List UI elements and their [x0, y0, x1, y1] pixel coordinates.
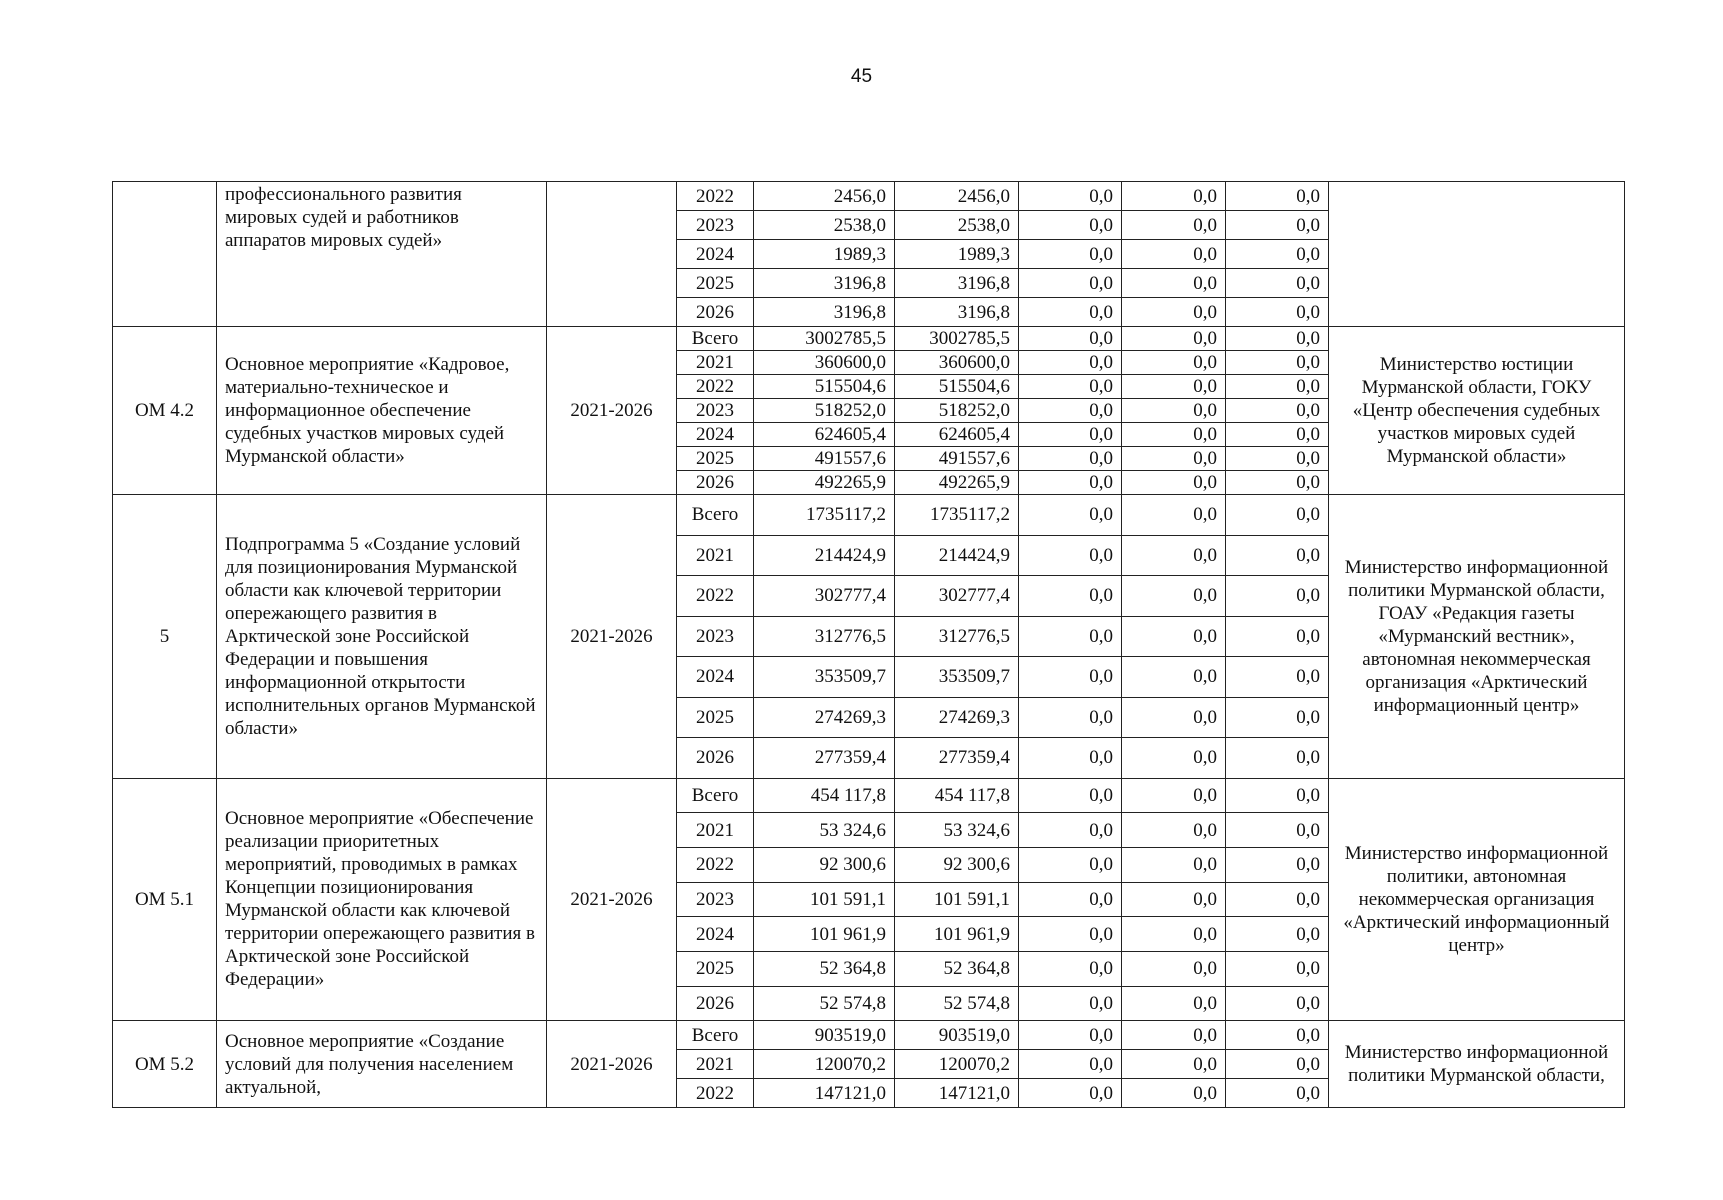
amount-cell: 0,0	[1122, 882, 1226, 917]
year-cell: Всего	[677, 495, 754, 536]
year-cell: 2024	[677, 423, 754, 447]
amount-cell: 0,0	[1226, 423, 1329, 447]
amount-cell: 0,0	[1122, 375, 1226, 399]
amount-cell: 0,0	[1122, 917, 1226, 952]
amount-cell: 52 364,8	[754, 951, 895, 986]
amount-cell: 0,0	[1019, 951, 1122, 986]
event-period: 2021-2026	[547, 327, 677, 495]
amount-cell: 0,0	[1019, 182, 1122, 211]
amount-cell: 454 117,8	[895, 778, 1019, 813]
amount-cell: 0,0	[1226, 399, 1329, 423]
amount-cell: 0,0	[1226, 327, 1329, 351]
responsible-executor: Министерство юстиции Мурманской области, ГОКУ «Центр обеспечения судебных участков мировых судей Мурманской области»	[1329, 327, 1625, 495]
amount-cell: 0,0	[1226, 1050, 1329, 1079]
amount-cell: 0,0	[1122, 351, 1226, 375]
amount-cell: 3002785,5	[754, 327, 895, 351]
event-name: Подпрограмма 5 «Создание условий для позиционирования Мурманской области как ключевой территории опережающего развития в Арктической зоне Российской Федерации и повышения информационной открытости исполнительных органов Мурманской области»	[217, 495, 547, 779]
table-row	[113, 778, 1625, 813]
amount-cell: 0,0	[1019, 423, 1122, 447]
amount-cell: 0,0	[1019, 882, 1122, 917]
amount-cell: 0,0	[1019, 298, 1122, 327]
amount-cell: 0,0	[1122, 182, 1226, 211]
amount-cell: 0,0	[1019, 1079, 1122, 1108]
year-cell: 2021	[677, 535, 754, 576]
amount-cell: 0,0	[1122, 1021, 1226, 1050]
year-cell: 2025	[677, 697, 754, 738]
amount-cell: 0,0	[1226, 269, 1329, 298]
amount-cell: 274269,3	[754, 697, 895, 738]
amount-cell: 0,0	[1122, 269, 1226, 298]
amount-cell: 0,0	[1226, 351, 1329, 375]
amount-cell: 0,0	[1226, 298, 1329, 327]
amount-cell: 0,0	[1226, 495, 1329, 536]
amount-cell: 0,0	[1226, 240, 1329, 269]
year-cell: Всего	[677, 1021, 754, 1050]
amount-cell: 53 324,6	[895, 813, 1019, 848]
amount-cell: 0,0	[1122, 986, 1226, 1021]
amount-cell: 492265,9	[895, 471, 1019, 495]
amount-cell: 274269,3	[895, 697, 1019, 738]
amount-cell: 147121,0	[754, 1079, 895, 1108]
event-code: ОМ 5.1	[113, 778, 217, 1021]
amount-cell: 0,0	[1122, 399, 1226, 423]
event-code	[113, 182, 217, 327]
amount-cell: 1989,3	[754, 240, 895, 269]
amount-cell: 0,0	[1226, 535, 1329, 576]
amount-cell: 0,0	[1019, 240, 1122, 269]
amount-cell: 0,0	[1122, 471, 1226, 495]
amount-cell: 903519,0	[754, 1021, 895, 1050]
amount-cell: 0,0	[1226, 211, 1329, 240]
amount-cell: 491557,6	[754, 447, 895, 471]
amount-cell: 0,0	[1019, 616, 1122, 657]
amount-cell: 1735117,2	[754, 495, 895, 536]
responsible-executor	[1329, 182, 1625, 327]
amount-cell: 360600,0	[895, 351, 1019, 375]
amount-cell: 52 364,8	[895, 951, 1019, 986]
amount-cell: 0,0	[1226, 182, 1329, 211]
event-name: Основное мероприятие «Обеспечение реализации приоритетных мероприятий, проводимых в рамках Концепции позиционирования Мурманской области как ключевой территории опережающего развития в Арктической зоне Российской Федерации»	[217, 778, 547, 1021]
amount-cell: 0,0	[1226, 847, 1329, 882]
table-row	[113, 495, 1625, 536]
amount-cell: 0,0	[1019, 327, 1122, 351]
amount-cell: 353509,7	[754, 657, 895, 698]
year-cell: 2021	[677, 813, 754, 848]
amount-cell: 360600,0	[754, 351, 895, 375]
amount-cell: 0,0	[1122, 778, 1226, 813]
year-cell: 2022	[677, 576, 754, 617]
amount-cell: 518252,0	[895, 399, 1019, 423]
amount-cell: 52 574,8	[754, 986, 895, 1021]
amount-cell: 0,0	[1226, 616, 1329, 657]
amount-cell: 0,0	[1122, 813, 1226, 848]
amount-cell: 92 300,6	[895, 847, 1019, 882]
amount-cell: 3196,8	[895, 298, 1019, 327]
amount-cell: 0,0	[1019, 211, 1122, 240]
year-cell: 2026	[677, 738, 754, 779]
amount-cell: 120070,2	[895, 1050, 1019, 1079]
amount-cell: 0,0	[1019, 576, 1122, 617]
amount-cell: 0,0	[1226, 813, 1329, 848]
amount-cell: 0,0	[1226, 917, 1329, 952]
amount-cell: 53 324,6	[754, 813, 895, 848]
amount-cell: 3002785,5	[895, 327, 1019, 351]
event-name: Основное мероприятие «Кадровое, материально-техническое и информационное обеспечение судебных участков мировых судей Мурманской области»	[217, 327, 547, 495]
amount-cell: 454 117,8	[754, 778, 895, 813]
amount-cell: 147121,0	[895, 1079, 1019, 1108]
event-period: 2021-2026	[547, 1021, 677, 1108]
year-cell: 2022	[677, 375, 754, 399]
event-code: ОМ 4.2	[113, 327, 217, 495]
year-cell: 2024	[677, 917, 754, 952]
amount-cell: 491557,6	[895, 447, 1019, 471]
amount-cell: 624605,4	[754, 423, 895, 447]
amount-cell: 0,0	[1226, 738, 1329, 779]
page-number: 45	[850, 66, 873, 87]
amount-cell: 101 591,1	[754, 882, 895, 917]
financing-table	[112, 181, 1625, 1108]
amount-cell: 903519,0	[895, 1021, 1019, 1050]
amount-cell: 0,0	[1019, 447, 1122, 471]
year-cell: 2022	[677, 182, 754, 211]
responsible-executor: Министерство информационной политики, автономная некоммерческая организация «Арктический информационный центр»	[1329, 778, 1625, 1021]
amount-cell: 0,0	[1226, 1079, 1329, 1108]
amount-cell: 0,0	[1019, 535, 1122, 576]
amount-cell: 515504,6	[895, 375, 1019, 399]
amount-cell: 2538,0	[895, 211, 1019, 240]
amount-cell: 0,0	[1122, 423, 1226, 447]
amount-cell: 0,0	[1122, 535, 1226, 576]
amount-cell: 0,0	[1226, 657, 1329, 698]
year-cell: 2021	[677, 1050, 754, 1079]
amount-cell: 353509,7	[895, 657, 1019, 698]
amount-cell: 0,0	[1122, 240, 1226, 269]
responsible-executor: Министерство информационной политики Мурманской области, ГОАУ «Редакция газеты «Мурманский вестник», автономная некоммерческая организация «Арктический информационный центр»	[1329, 495, 1625, 779]
amount-cell: 0,0	[1019, 1021, 1122, 1050]
table-row	[113, 327, 1625, 351]
amount-cell: 312776,5	[754, 616, 895, 657]
amount-cell: 0,0	[1122, 298, 1226, 327]
amount-cell: 2538,0	[754, 211, 895, 240]
amount-cell: 0,0	[1019, 778, 1122, 813]
amount-cell: 0,0	[1019, 813, 1122, 848]
amount-cell: 302777,4	[754, 576, 895, 617]
amount-cell: 0,0	[1019, 738, 1122, 779]
amount-cell: 0,0	[1019, 847, 1122, 882]
year-cell: 2026	[677, 471, 754, 495]
amount-cell: 515504,6	[754, 375, 895, 399]
event-name: Основное мероприятие «Создание условий для получения населением актуальной,	[217, 1021, 547, 1108]
amount-cell: 492265,9	[754, 471, 895, 495]
amount-cell: 3196,8	[754, 298, 895, 327]
amount-cell: 0,0	[1226, 1021, 1329, 1050]
amount-cell: 1735117,2	[895, 495, 1019, 536]
amount-cell: 277359,4	[895, 738, 1019, 779]
amount-cell: 0,0	[1019, 697, 1122, 738]
amount-cell: 0,0	[1122, 697, 1226, 738]
amount-cell: 101 961,9	[754, 917, 895, 952]
event-period: 2021-2026	[547, 495, 677, 779]
amount-cell: 0,0	[1019, 269, 1122, 298]
year-cell: 2026	[677, 986, 754, 1021]
amount-cell: 1989,3	[895, 240, 1019, 269]
year-cell: 2025	[677, 951, 754, 986]
amount-cell: 0,0	[1122, 1079, 1226, 1108]
year-cell: 2023	[677, 882, 754, 917]
amount-cell: 0,0	[1019, 375, 1122, 399]
amount-cell: 0,0	[1226, 951, 1329, 986]
amount-cell: 0,0	[1019, 351, 1122, 375]
amount-cell: 3196,8	[895, 269, 1019, 298]
event-name: профессионального развития мировых судей и работников аппаратов мировых судей»	[217, 182, 547, 327]
amount-cell: 2456,0	[754, 182, 895, 211]
event-period	[547, 182, 677, 327]
amount-cell: 0,0	[1122, 447, 1226, 471]
amount-cell: 0,0	[1122, 657, 1226, 698]
amount-cell: 0,0	[1226, 576, 1329, 617]
amount-cell: 0,0	[1122, 847, 1226, 882]
event-code: 5	[113, 495, 217, 779]
amount-cell: 101 961,9	[895, 917, 1019, 952]
amount-cell: 101 591,1	[895, 882, 1019, 917]
year-cell: 2026	[677, 298, 754, 327]
amount-cell: 0,0	[1122, 576, 1226, 617]
year-cell: 2024	[677, 240, 754, 269]
amount-cell: 0,0	[1226, 375, 1329, 399]
amount-cell: 92 300,6	[754, 847, 895, 882]
amount-cell: 0,0	[1019, 1050, 1122, 1079]
amount-cell: 0,0	[1122, 738, 1226, 779]
year-cell: Всего	[677, 327, 754, 351]
amount-cell: 120070,2	[754, 1050, 895, 1079]
amount-cell: 0,0	[1226, 778, 1329, 813]
amount-cell: 0,0	[1122, 327, 1226, 351]
amount-cell: 214424,9	[754, 535, 895, 576]
year-cell: 2023	[677, 399, 754, 423]
amount-cell: 0,0	[1019, 657, 1122, 698]
amount-cell: 302777,4	[895, 576, 1019, 617]
amount-cell: 0,0	[1122, 616, 1226, 657]
amount-cell: 0,0	[1122, 1050, 1226, 1079]
amount-cell: 0,0	[1226, 471, 1329, 495]
amount-cell: 0,0	[1019, 471, 1122, 495]
amount-cell: 0,0	[1226, 697, 1329, 738]
amount-cell: 0,0	[1019, 399, 1122, 423]
amount-cell: 518252,0	[754, 399, 895, 423]
year-cell: 2022	[677, 847, 754, 882]
amount-cell: 52 574,8	[895, 986, 1019, 1021]
amount-cell: 3196,8	[754, 269, 895, 298]
event-code: ОМ 5.2	[113, 1021, 217, 1108]
year-cell: 2025	[677, 269, 754, 298]
amount-cell: 0,0	[1019, 495, 1122, 536]
year-cell: 2024	[677, 657, 754, 698]
year-cell: 2022	[677, 1079, 754, 1108]
amount-cell: 0,0	[1226, 447, 1329, 471]
amount-cell: 312776,5	[895, 616, 1019, 657]
amount-cell: 624605,4	[895, 423, 1019, 447]
amount-cell: 0,0	[1226, 986, 1329, 1021]
table-row	[113, 182, 1625, 211]
amount-cell: 0,0	[1122, 211, 1226, 240]
year-cell: Всего	[677, 778, 754, 813]
year-cell: 2025	[677, 447, 754, 471]
responsible-executor: Министерство информационной политики Мурманской области,	[1329, 1021, 1625, 1108]
year-cell: 2021	[677, 351, 754, 375]
table-row	[113, 1021, 1625, 1050]
event-period: 2021-2026	[547, 778, 677, 1021]
year-cell: 2023	[677, 211, 754, 240]
amount-cell: 0,0	[1122, 951, 1226, 986]
year-cell: 2023	[677, 616, 754, 657]
amount-cell: 0,0	[1122, 495, 1226, 536]
amount-cell: 0,0	[1226, 882, 1329, 917]
amount-cell: 2456,0	[895, 182, 1019, 211]
amount-cell: 0,0	[1019, 917, 1122, 952]
amount-cell: 277359,4	[754, 738, 895, 779]
amount-cell: 214424,9	[895, 535, 1019, 576]
amount-cell: 0,0	[1019, 986, 1122, 1021]
